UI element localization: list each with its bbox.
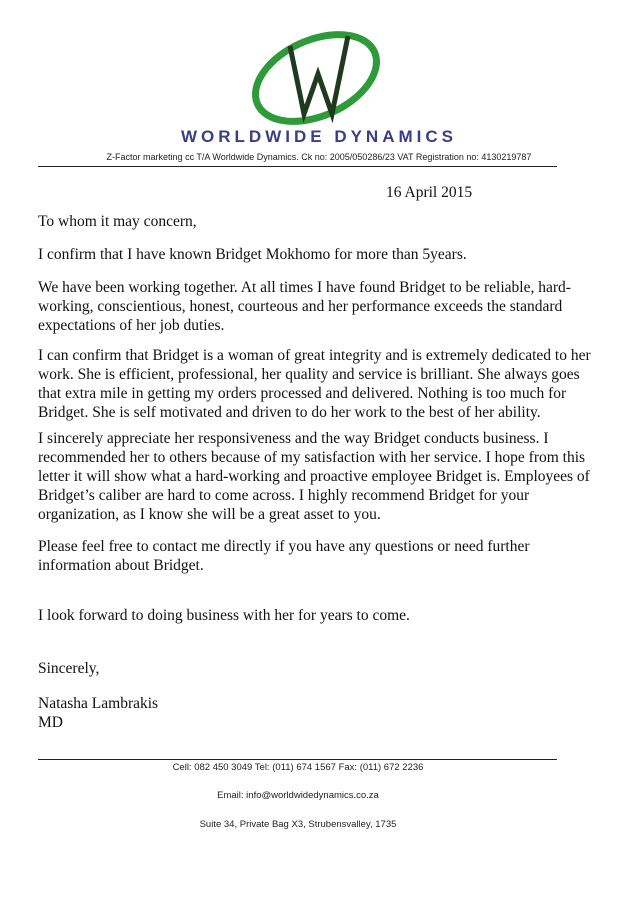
paragraph-4: I sincerely appreciate her responsiveness and the way Bridget conducts business. I recommended her to others because of my satisfaction with her service. I hope from this letter it will show what a hard-working and proactive employee Bridget is. Employees of Bridget’s caliber are hard to come across. I highly recommend Bridget for your organization, as I know she will be a great asset to you. bbox=[38, 430, 590, 523]
letterhead bbox=[0, 0, 638, 170]
footer-email: Email: info@worldwidedynamics.co.za bbox=[217, 790, 379, 801]
paragraph-5: Please feel free to contact me directly if you have any questions or need further information about Bridget. bbox=[38, 538, 530, 574]
letter-date: 16 April 2015 bbox=[386, 184, 473, 201]
paragraph-3: I can confirm that Bridget is a woman of great integrity and is extremely dedicated to her work. She is efficient, professional, her quality and service is brilliant. She always goes that extra mile in getting my orders processed and delivered. Nothing is too much for Bridget. She is self motivated and driven to do her work to the best of her ability. bbox=[38, 347, 591, 421]
signer-name: Natasha Lambrakis bbox=[38, 695, 159, 712]
footer-address: Suite 34, Private Bag X3, Strubensvalley, 1735 bbox=[199, 819, 397, 830]
company-logo bbox=[238, 28, 398, 130]
header-divider bbox=[38, 166, 557, 167]
salutation: To whom it may concern, bbox=[38, 213, 197, 230]
paragraph-1: I confirm that I have known Bridget Mokhomo for more than 5years. bbox=[38, 246, 467, 263]
registration-line: Z-Factor marketing cc T/A Worldwide Dynamics. Ck no: 2005/050286/23 VAT Registration no: 4130219787 bbox=[106, 152, 532, 162]
footer-divider bbox=[38, 759, 557, 760]
footer-phones: Cell: 082 450 3049 Tel: (011) 674 1567 Fax: (011) 672 2236 bbox=[172, 762, 424, 773]
paragraph-2: We have been working together. At all times I have found Bridget to be reliable, hard-working, conscientious, honest, courteous and her performance exceeds the standard expectations of her job duties. bbox=[38, 279, 571, 334]
company-name: WORLDWIDE DYNAMICS bbox=[181, 127, 457, 146]
closing: Sincerely, bbox=[38, 660, 100, 677]
paragraph-6: I look forward to doing business with her for years to come. bbox=[38, 607, 410, 624]
signer-title: MD bbox=[38, 714, 63, 731]
